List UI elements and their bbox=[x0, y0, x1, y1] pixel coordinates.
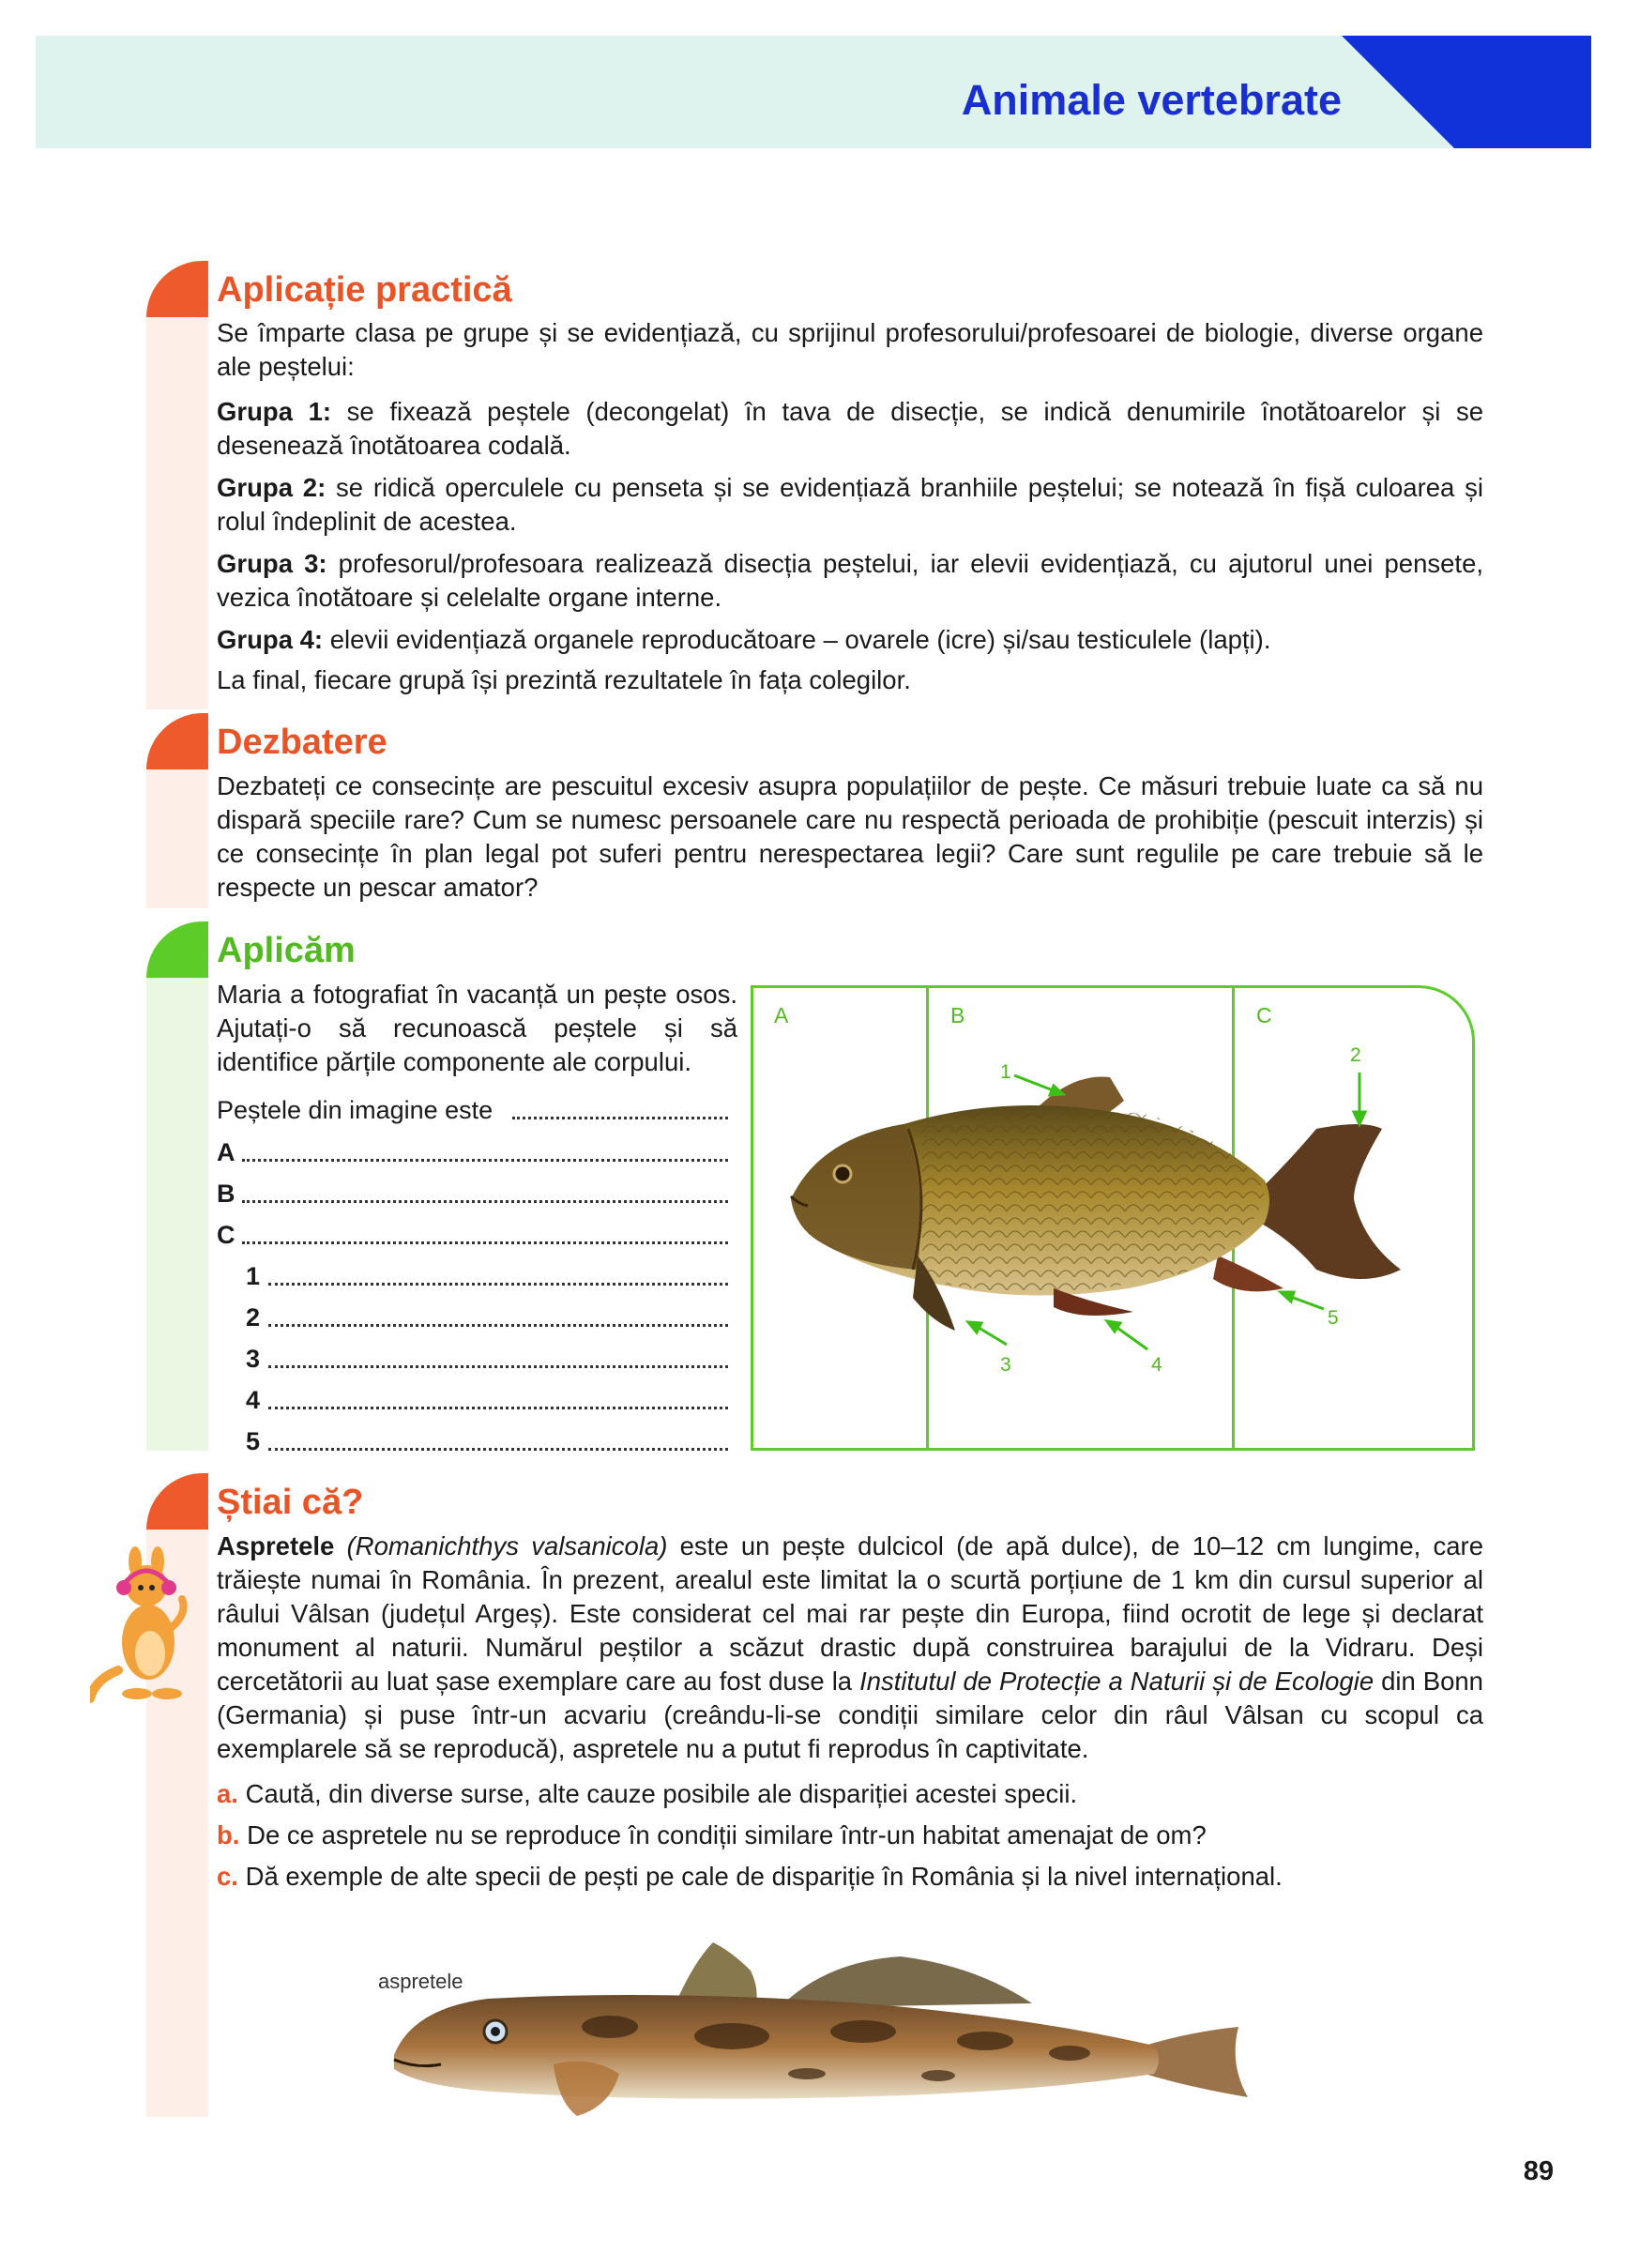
debate-heading: Dezbatere bbox=[217, 723, 387, 762]
task-letter: a. bbox=[217, 1779, 238, 1808]
species-latin-name: (Romanichthys valsanicola) bbox=[334, 1531, 668, 1560]
answer-blank-3[interactable] bbox=[268, 1365, 728, 1368]
blank-label-a: A bbox=[217, 1138, 235, 1166]
practical-intro: Se împarte clasa pe grupe și se evidențiază, cu sprijinul profesorului/profesoarei de biologie, diverse organe ale peștelui: bbox=[217, 318, 1483, 381]
practical-sidebar bbox=[146, 315, 208, 709]
task-c bbox=[217, 1860, 1483, 1894]
carp-eye bbox=[834, 1165, 851, 1182]
carp-illustration bbox=[753, 988, 1472, 1448]
didyouknow-tab bbox=[146, 1473, 208, 1530]
blank-label-b: B bbox=[217, 1180, 235, 1208]
task-a bbox=[217, 1777, 1483, 1811]
group-text: profesorul/profesoara realizează disecția peștelui, iar elevii evidențiază, cu ajutorul unei pensete, vezica înotătoare și celelalte organe interne. bbox=[217, 549, 1484, 612]
part-number-4: 4 bbox=[1151, 1354, 1162, 1376]
practical-heading: Aplicație practică bbox=[217, 270, 512, 310]
apply-heading: Aplicăm bbox=[217, 931, 356, 970]
pectoral-fin bbox=[554, 2062, 619, 2116]
part-number-2: 2 bbox=[1350, 1044, 1361, 1066]
fish-question-label: Peștele din imagine este bbox=[217, 1096, 494, 1124]
part-number-5: 5 bbox=[1328, 1307, 1339, 1329]
answer-blank-b[interactable] bbox=[242, 1200, 728, 1203]
didyouknow-heading: Știai că? bbox=[217, 1483, 364, 1522]
debate-sidebar bbox=[146, 768, 208, 908]
debate-tab bbox=[146, 713, 208, 769]
apply-tab bbox=[146, 921, 208, 978]
answer-blank-a[interactable] bbox=[242, 1159, 728, 1162]
region-label-b: B bbox=[950, 1003, 965, 1027]
kangaroo-mascot-icon bbox=[90, 1539, 203, 1708]
anal-fin bbox=[1213, 1256, 1283, 1291]
tail-fin bbox=[1145, 2027, 1248, 2097]
fish-answer-blank[interactable] bbox=[512, 1117, 728, 1119]
group-4 bbox=[217, 623, 1483, 657]
species-name: Aspretele bbox=[217, 1531, 335, 1560]
blank-label-2: 2 bbox=[246, 1303, 261, 1332]
answer-blank-5[interactable] bbox=[268, 1448, 728, 1451]
blank-label-5: 5 bbox=[246, 1427, 261, 1455]
region-label-a: A bbox=[774, 1003, 789, 1027]
caudal-fin bbox=[1260, 1124, 1401, 1279]
didyouknow-text bbox=[217, 1530, 1483, 1766]
group-label: Grupa 2: bbox=[217, 473, 327, 502]
task-text: Caută, din diverse surse, alte cauze posibile ale dispariției acestei specii. bbox=[237, 1779, 1078, 1808]
group-label: Grupa 3: bbox=[217, 549, 327, 578]
group-2 bbox=[217, 471, 1483, 539]
group-label: Grupa 4: bbox=[217, 625, 324, 654]
header-band bbox=[36, 36, 1591, 148]
practical-tab bbox=[146, 261, 208, 317]
group-text: elevii evidențiază organele reproducătoare – ovarele (icre) și/sau testiculele (lapți). bbox=[323, 625, 1271, 654]
answer-blank-1[interactable] bbox=[268, 1283, 728, 1286]
group-text: se fixează peștele (decongelat) în tava de disecție, se indică denumirile înotătoarelor și se desenează înotătoarea codală. bbox=[217, 397, 1483, 460]
task-text: Dă exemple de alte specii de pești pe cale de dispariție în România și la nivel internațional. bbox=[237, 1862, 1283, 1891]
group-3 bbox=[217, 547, 1483, 615]
part-number-3: 3 bbox=[1000, 1354, 1011, 1376]
group-1 bbox=[217, 395, 1483, 463]
aspretele-body bbox=[394, 1995, 1159, 2099]
didyouknow-text-part1: este un pește dulcicol (de apă dulce), de 10–12 cm lungime, care trăiește numai în România. În prezent, arealul este limitat la o scurtă porțiune de 1 km din cursul superior al râului Vâlsan (județul Argeș). Este considerat cel mai rar pește din Europa, fiind ocrotit de lege și declarat monument al naturii. Numărul peștilor a scăzut drastic după construirea barajului de la Vidraru. Deși cercetătorii au luat șase exemplare care au fost duse la bbox=[217, 1531, 1483, 1696]
answer-blank-c[interactable] bbox=[242, 1241, 728, 1244]
chapter-title: Animale vertebrate bbox=[961, 76, 1342, 124]
task-letter: c. bbox=[217, 1862, 238, 1891]
fish-figure-frame bbox=[751, 985, 1475, 1451]
carp-head bbox=[791, 1124, 920, 1270]
answer-blank-4[interactable] bbox=[268, 1407, 728, 1409]
page-number: 89 bbox=[1523, 2156, 1554, 2186]
practical-closing: La final, fiecare grupă își prezintă rezultatele în fața colegilor. bbox=[217, 665, 911, 694]
group-text: se ridică operculele cu penseta și se evidențiază branhiile peștelui; se notează în fișă culoarea și rolul îndeplinit de acestea. bbox=[217, 473, 1484, 536]
apply-sidebar bbox=[146, 976, 208, 1451]
blank-label-3: 3 bbox=[246, 1345, 261, 1373]
group-label: Grupa 1: bbox=[217, 397, 332, 426]
debate-text: Dezbateți ce consecințe are pescuitul excesiv asupra populațiilor de pește. Ce măsuri trebuie luate ca să nu dispară speciile rare? Cum se numesc persoanele care nu respectă perioada de prohibiție (pescuit interzis) și ce consecințe în plan legal pot suferi pentru nerespectarea legii? Care sunt regulile pe care trebuie să le respecte un pescar amator? bbox=[217, 771, 1483, 902]
aspretele-illustration bbox=[375, 1914, 1257, 2121]
task-letter: b. bbox=[217, 1820, 240, 1849]
answer-blank-2[interactable] bbox=[268, 1324, 728, 1327]
task-b bbox=[217, 1819, 1483, 1852]
blank-label-4: 4 bbox=[246, 1386, 261, 1414]
fish-caption: aspretele bbox=[378, 1970, 463, 1993]
region-label-c: C bbox=[1256, 1003, 1272, 1027]
part-number-1: 1 bbox=[1000, 1061, 1011, 1083]
apply-intro: Maria a fotografiat în vacanță un pește osos. Ajutați-o să recunoască peștele și să identifice părțile componente ale corpului. bbox=[217, 980, 737, 1076]
task-text: De ce aspretele nu se reproduce în condiții similare într-un habitat amenajat de om? bbox=[239, 1820, 1207, 1849]
didyouknow-text-part2: din Bonn (Germania) și puse într-un acvariu (creându-li-se condiții similare celor din râul Vâlsan cu scopul ca exemplarele să se reproducă), aspretele nu a putut fi reprodus în captivitate. bbox=[217, 1667, 1483, 1763]
blank-label-c: C bbox=[217, 1221, 235, 1249]
blank-label-1: 1 bbox=[246, 1262, 261, 1290]
institute-name: Institutul de Protecție a Naturii și de Ecologie bbox=[859, 1667, 1374, 1696]
second-dorsal-fin bbox=[779, 1956, 1032, 2008]
